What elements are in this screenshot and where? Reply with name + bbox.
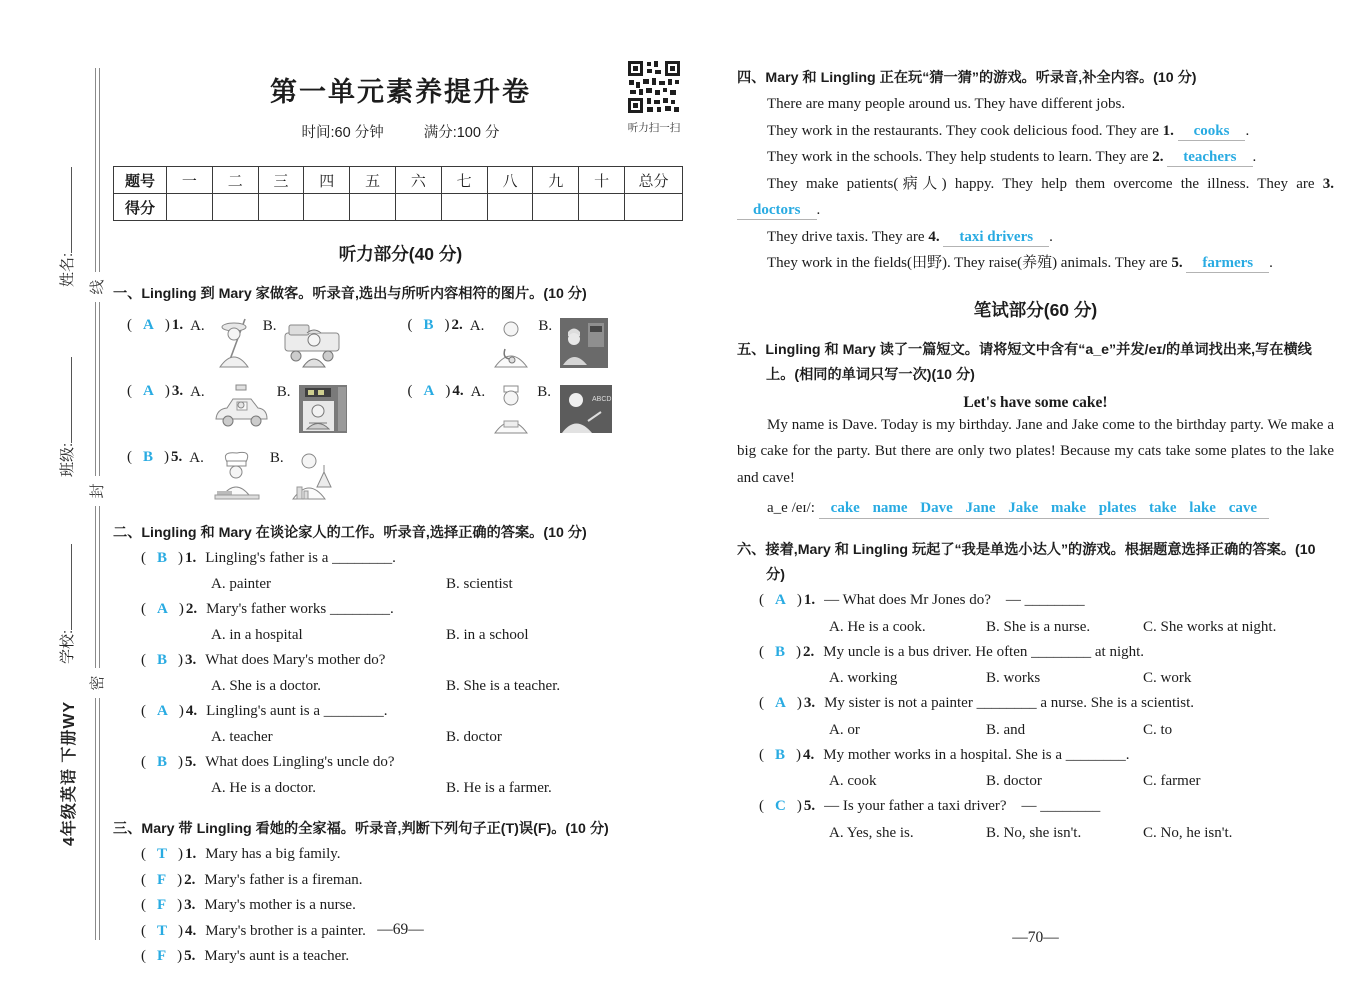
teacher-image [558, 383, 614, 439]
option-b: B. She is a teacher. [446, 677, 561, 694]
right-page [737, 52, 1334, 947]
q2-answer-1: B [157, 550, 168, 566]
option-b: B. scientist [446, 575, 513, 592]
score-col: 十 [579, 167, 625, 194]
student-class-field [56, 357, 77, 477]
written-section-header: 笔试部分(60 分) [973, 299, 1098, 320]
q6-options-3 [829, 717, 1334, 743]
q2-options-1 [211, 572, 688, 598]
fireman-image [283, 317, 341, 373]
q6-options-2 [829, 665, 1334, 691]
page-number-left: —69— [377, 921, 424, 938]
student-class-blank [57, 357, 72, 443]
score-cell [212, 194, 258, 221]
student-school-label: 学校: [59, 629, 76, 664]
q2-question-3: What does Mary's mother do? [205, 652, 386, 668]
q4-paragraph-5: They drive taxis. They are 4. taxi drivers . [767, 228, 1053, 245]
student-name-blank [57, 167, 72, 253]
q3-statement-2: Mary's father is a fireman. [204, 871, 363, 888]
q6-heading: 六、接着,Mary 和 Lingling 玩起了“我是单选小达人”的游戏。根据题意选择正确的答案。(10 分) [737, 542, 1316, 583]
option-a: A. He is a cook. [829, 618, 926, 635]
q6-question-1: — What does Mr Jones do? — ________ [824, 592, 1085, 608]
option-b: B. in a school [446, 626, 529, 643]
score-table-header-row [114, 167, 683, 194]
q1-item-2: ( B ) 2. A. B. [408, 317, 689, 373]
score-cell [395, 194, 441, 221]
q4-paragraph-1: There are many people around us. They have different jobs. [767, 96, 1126, 112]
option-b: B. No, she isn't. [986, 824, 1082, 841]
q4-blank-4: taxi drivers [943, 229, 1049, 247]
q3-answer-4: T [157, 922, 168, 939]
q3-answer-5: F [157, 948, 167, 964]
q4-paragraph-6: They work in the fields(田野). They raise(养殖) animals. They are 5. farmers . [767, 255, 1273, 271]
bus-driver-image [297, 383, 349, 439]
page-number-right: —70— [1012, 929, 1059, 946]
q6-options-4 [829, 768, 1334, 794]
q6-question-4: My mother works in a hospital. She is a ________. [823, 746, 1130, 763]
q2-item-4: ( A ) 4. Lingling's aunt is a ________. [141, 699, 688, 725]
option-a: A. painter [211, 575, 271, 592]
q6-item-4: ( B ) 4. My mother works in a hospital. She is a ________. [759, 743, 1334, 769]
q6-item-5: ( C ) 5. — Is your father a taxi driver? — ________ [759, 794, 1334, 820]
score-cell [167, 194, 213, 221]
q2-item-5: ( B ) 5. What does Lingling's uncle do? [141, 750, 688, 776]
q2-options-5 [211, 776, 688, 802]
q5-answer-label: a_e /eɪ/: [767, 500, 815, 516]
seal-char-feng: 封 [83, 476, 113, 506]
q4-blank-2: teachers [1167, 149, 1252, 167]
student-school-field [56, 544, 77, 664]
q1-row [127, 317, 688, 373]
scientist-image [291, 449, 337, 505]
q5-passage-title: Let's have some cake! [963, 393, 1108, 411]
q5-heading: 五、Lingling 和 Mary 读了一篇短文。请将短文中含有“a_e”并发/eɪ/的单词找出来,写在横线上。(相同的单词只写一次)(10 分) [737, 341, 1312, 383]
q1-row [127, 449, 688, 505]
q4-blank-5: farmers [1186, 255, 1269, 273]
score-col: 五 [350, 167, 396, 194]
option-c: C. work [1143, 670, 1192, 686]
qr-caption: 听力扫一扫 [627, 122, 681, 134]
q6-answer-1: A [775, 592, 786, 608]
q2-item-3: ( B ) 3. What does Mary's mother do? [141, 648, 688, 674]
q5-answer-words: cake name Dave Jane Jake make plates take lake cave [819, 500, 1269, 519]
q1-answer-3: A [143, 383, 154, 399]
q2-question-1: Lingling's father is a ________. [205, 550, 396, 566]
q6-answer-5: C [775, 798, 786, 814]
q2-item-1: ( B ) 1. Lingling's father is a ________. [141, 546, 688, 572]
score-cell [533, 194, 579, 221]
q2-answer-3: B [157, 652, 168, 668]
q1-answer-1: A [143, 317, 154, 333]
q3-item-1: ( T ) 1. Mary has a big family. [141, 842, 688, 868]
q6-question-3: My sister is not a painter ________ a nurse. She is a scientist. [824, 695, 1195, 711]
q6-question-2: My uncle is a bus driver. He often ________ at night. [823, 643, 1145, 660]
q6-answer-4: B [775, 746, 786, 763]
q4-paragraph-4: They make patients(病人) happy. They help them overcome the illness. They are 3. doctors . [737, 171, 1334, 224]
score-cell [441, 194, 487, 221]
score-info: 满分:100 分 [423, 125, 500, 141]
q6-answer-2: B [775, 643, 786, 660]
q1-answer-4: A [423, 383, 435, 399]
score-col: 六 [395, 167, 441, 194]
option-b: B. She is a nurse. [986, 618, 1091, 635]
q6-question-5: — Is your father a taxi driver? — ________ [824, 798, 1101, 814]
q3-statement-3: Mary's mother is a nurse. [204, 897, 356, 913]
q6-item-1: ( A ) 1. — What does Mr Jones do? — ________ [759, 588, 1334, 614]
q3-statement-1: Mary has a big family. [205, 846, 341, 862]
option-a: A. She is a doctor. [211, 677, 321, 694]
option-a: A. in a hospital [211, 626, 303, 643]
q6-options-5 [829, 820, 1334, 846]
q4-paragraph-2: They work in the restaurants. They cook delicious food. They are 1. cooks . [767, 122, 1250, 139]
q2-options-2 [211, 623, 688, 649]
q1-answer-5: B [143, 449, 154, 465]
cook-image [211, 449, 263, 505]
score-col: 二 [212, 167, 258, 194]
score-col: 八 [487, 167, 533, 194]
q3-answer-2: F [157, 871, 167, 888]
q6-item-3: ( A ) 3. My sister is not a painter ________ a nurse. She is a scientist. [759, 691, 1334, 717]
nurse-image [492, 383, 530, 439]
q3-answer-3: F [157, 897, 167, 913]
q1-item-1: ( A ) 1. A. B. [127, 317, 408, 373]
score-cell [258, 194, 304, 221]
q2-options-4 [211, 725, 688, 751]
q2-answer-2: A [157, 601, 168, 617]
option-b: B. works [986, 670, 1041, 686]
q4-heading: 四、Mary 和 Lingling 正在玩“猜一猜”的游戏。听录音,补全内容。(10 分) [737, 70, 1197, 86]
q1-row [127, 383, 688, 439]
score-cell [304, 194, 350, 221]
score-cell [350, 194, 396, 221]
option-a: A. or [829, 721, 860, 738]
option-b: B. doctor [446, 728, 502, 745]
farmer-image [212, 317, 256, 373]
option-c: C. farmer [1143, 773, 1201, 789]
score-col: 四 [304, 167, 350, 194]
listening-section-header: 听力部分(40 分) [338, 244, 463, 264]
score-table-score-row [114, 194, 683, 221]
score-col: 一 [167, 167, 213, 194]
q1-heading: 一、Lingling 到 Mary 家做客。听录音,选出与所听内容相符的图片。(10 分) [113, 286, 587, 302]
score-table [113, 166, 683, 221]
option-b: B. and [986, 721, 1026, 738]
q1-item-3: ( A ) 3. A. B. [127, 383, 408, 439]
doctor-image [491, 317, 531, 373]
score-col-total: 总分 [625, 167, 683, 194]
q3-statement-5: Mary's aunt is a teacher. [204, 948, 350, 964]
score-col: 九 [533, 167, 579, 194]
q4-blank-3: doctors [737, 202, 817, 220]
q3-item-4: ( T ) 4. Mary's brother is a painter. [141, 919, 688, 945]
q3-item-3: ( F ) 3. Mary's mother is a nurse. [141, 893, 688, 919]
left-page [113, 58, 688, 964]
score-row-label: 得分 [114, 194, 167, 221]
score-col: 七 [441, 167, 487, 194]
q6-answer-3: A [775, 695, 786, 711]
q3-heading: 三、Mary 带 Lingling 看她的全家福。听录音,判断下列句子正(T)误(F)。(10 分) [113, 821, 609, 837]
q2-question-2: Mary's father works ________. [206, 601, 394, 617]
q2-item-2: ( A ) 2. Mary's father works ________. [141, 597, 688, 623]
q2-answer-4: A [157, 703, 168, 719]
q2-options-3 [211, 674, 688, 700]
q4-paragraph-3: They work in the schools. They help students to learn. They are 2. teachers . [767, 149, 1257, 165]
paper-subtitle [113, 121, 688, 142]
listening-qr-block [624, 60, 684, 135]
score-table-header-label: 题号 [114, 167, 167, 194]
q5-passage: My name is Dave. Today is my birthday. Jane and Jake come to the birthday party. We make a big cake for the party. But there are only two plates! Because my cats take some plates to the lake and cave! [737, 416, 1334, 486]
student-name-field [56, 167, 77, 287]
option-b: B. doctor [986, 773, 1042, 789]
score-cell [625, 194, 683, 221]
q3-statement-4: Mary's brother is a painter. [205, 922, 366, 939]
score-cell [487, 194, 533, 221]
q5-answer-line [767, 495, 1334, 522]
student-school-blank [57, 544, 72, 630]
q3-item-2: ( F ) 2. Mary's father is a fireman. [141, 868, 688, 894]
option-a: A. cook [829, 773, 877, 789]
q6-item-2: ( B ) 2. My uncle is a bus driver. He often ________ at night. [759, 640, 1334, 666]
score-cell [579, 194, 625, 221]
q2-answer-5: B [157, 754, 168, 770]
option-a: A. teacher [211, 728, 273, 745]
q1-item-4: ( A ) 4. A. B. ABCD [408, 383, 689, 439]
factory-worker-image [559, 317, 609, 373]
option-c: C. No, he isn't. [1143, 824, 1233, 841]
option-a: A. working [829, 670, 898, 686]
q1-item-5: ( B ) 5. A. B. [127, 449, 417, 505]
qr-code-icon [627, 60, 681, 114]
q1-answer-2: B [423, 317, 434, 333]
option-b: B. He is a farmer. [446, 779, 552, 796]
time-info: 时间:60 分钟 [301, 125, 384, 141]
student-name-label: 姓名: [59, 252, 76, 287]
seal-char-mi: 密 [83, 668, 113, 698]
q3-item-5: ( F ) 5. Mary's aunt is a teacher. [141, 944, 688, 970]
option-a: A. He is a doctor. [211, 779, 316, 796]
q6-options-1 [829, 614, 1334, 640]
option-a: A. Yes, she is. [829, 824, 914, 841]
q2-question-5: What does Lingling's uncle do? [205, 754, 395, 770]
q2-heading: 二、Lingling 和 Mary 在谈论家人的工作。听录音,选择正确的答案。(10 分) [113, 525, 587, 541]
option-c: C. She works at night. [1143, 618, 1277, 635]
score-col: 三 [258, 167, 304, 194]
q3-answer-1: T [157, 846, 168, 862]
seal-char-xian: 线 [83, 272, 113, 302]
taxi-driver-image [212, 383, 270, 435]
student-class-label: 班级: [59, 442, 76, 477]
paper-title: 第一单元素养提升卷 [270, 77, 531, 107]
q2-question-4: Lingling's aunt is a ________. [206, 703, 388, 719]
option-c: C. to [1143, 721, 1173, 738]
q4-blank-1: cooks [1178, 123, 1246, 141]
svg-text:ABCD: ABCD [591, 396, 612, 403]
book-edition-label: 4年级英语 下册WY [61, 700, 78, 846]
